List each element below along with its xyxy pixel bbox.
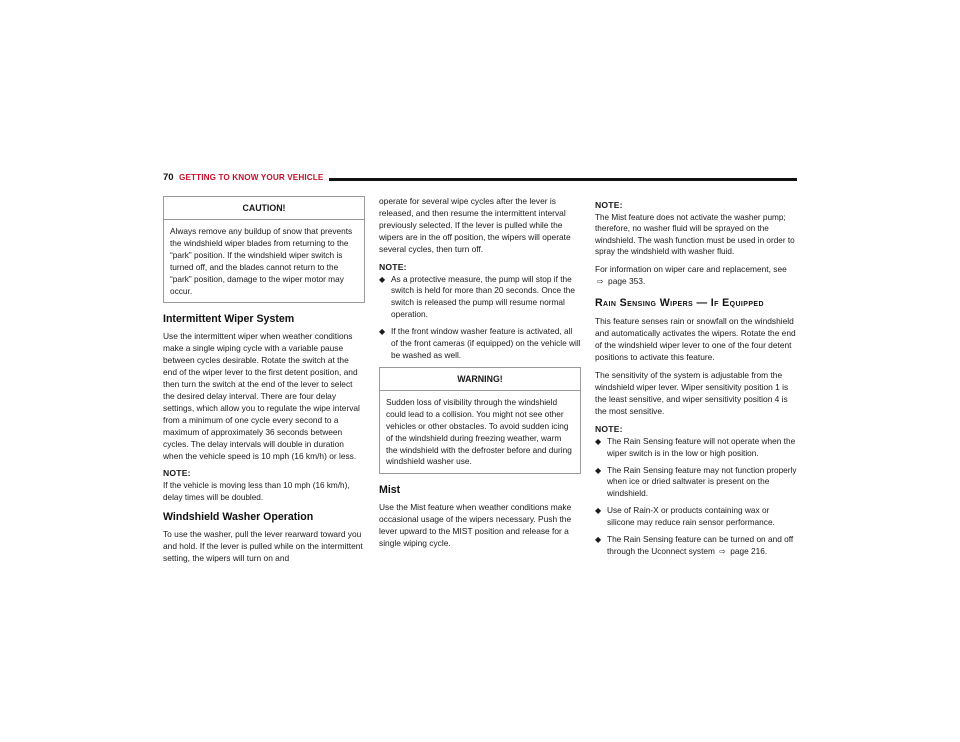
note-bullet-list [379,274,581,362]
list-item-text: The Rain Sensing feature will not operate when the wiper switch is in the low or high position. [607,435,796,458]
note-label: NOTE: [163,468,191,479]
list-item-text: If the front window washer feature is activated, all of the front cameras (if equipped) on the vehicle will be washed as well. [391,326,581,360]
rain-sensing-text-2: The sensitivity of the system is adjustable from the windshield wiper lever. Wiper sensitivity position 1 is the least sensitive, and wiper sensitivity position 4 is the most sensitive. [595,370,789,416]
reference-text: For information on wiper care and replacement, see [595,263,787,274]
rain-sensing-text-1: This feature senses rain or snowfall on the windshield and automatically activates the wipers. Rotate the end of the windshield wiper lever to one of the four detent positions to activate this feature. [595,316,796,363]
wiper-care-reference [595,264,797,288]
page-header [163,172,797,186]
page-reference-link[interactable]: page 353. [608,275,646,286]
page-reference-link[interactable]: page 216. [730,545,768,556]
header-rule [329,178,797,181]
list-item-text: As a protective measure, the pump will stop if the switch is held for more than 20 seconds. Once the switch is released the pump will resume normal operation. [391,273,576,320]
warning-box [379,367,581,474]
list-item [595,436,797,460]
column-3 [595,196,797,563]
washer-continued-text: operate for several wipe cycles after the lever is released, and then resume the intermittent interval previously selected. If the lever is pulled while the wipers are in the off position, the wipers will operate several cycles, then turn off. [379,196,571,254]
column-1 [163,196,365,571]
note-text: If the vehicle is moving less than 10 mph (16 km/h), delay times will be doubled. [163,481,350,502]
diamond-bullet-icon: ◆ [595,535,602,545]
list-item [379,274,581,322]
caution-body: Always remove any buildup of snow that prevents the windshield wiper blades from returning to the “park” position. If the windshield wiper switch is turned off, and the blades cannot return to the “park” position, damage to the wiper motor may occur. [170,226,353,296]
mist-heading: Mist [379,484,401,497]
section-title: GETTING TO KNOW YOUR VEHICLE [179,173,324,182]
mist-text: Use the Mist feature when weather conditions make occasional usage of the wipers necessary. Push the lever upward to the MIST position and release for a single wiping cycle. [379,502,572,549]
reference-arrow-icon: ⇨ [597,276,604,286]
washer-operation-text: To use the washer, pull the lever rearward toward you and hold. If the lever is pulled while on the intermittent setting, the wipers will turn on and [163,529,363,564]
column-2 [379,196,581,556]
warning-title: WARNING! [380,368,580,391]
note-label: NOTE: [379,261,407,272]
intermittent-wiper-text: Use the intermittent wiper when weather conditions make a single wiping cycle with a variable pause between cycles desirable. Rotate the switch at the end of the wiper lever to the first detent position, and then turn the switch at the end of the lever to select the desired delay interval. There are four delay settings, which allow you to regulate the wipe interval from a minimum of one cycle every second to a maximum of approximately 36 seconds between cycles. The delay intervals will double in duration when the vehicle speed is 10 mph (16 km/h) or less. [163,331,360,461]
list-item-text: The Rain Sensing feature can be turned on and off through the Uconnect system [607,534,794,556]
reference-arrow-icon: ⇨ [719,546,726,556]
list-item-text: The Rain Sensing feature may not function properly when ice or dried saltwater is present on the windshield. [607,464,797,499]
page-number: 70 [163,172,174,183]
rain-sensing-heading: Rain Sensing Wipers — If Equipped [595,297,764,310]
diamond-bullet-icon: ◆ [379,327,386,337]
list-item [595,505,797,529]
note-label: NOTE: [595,423,623,434]
note-text: The Mist feature does not activate the washer pump; therefore, no washer fluid will be sprayed on the windshield. The wash function must be used in order to spray the windshield with washer fluid. [595,213,795,257]
list-item [595,534,797,558]
list-item [379,326,581,362]
diamond-bullet-icon: ◆ [595,506,602,516]
diamond-bullet-icon: ◆ [595,436,602,446]
list-item [595,465,797,501]
washer-operation-heading: Windshield Washer Operation [163,511,314,524]
diamond-bullet-icon: ◆ [379,274,386,284]
diamond-bullet-icon: ◆ [595,465,602,475]
rain-note-bullet-list [595,436,797,558]
caution-box [163,196,365,303]
note-label: NOTE: [595,200,623,210]
list-item-text: Use of Rain-X or products containing wax or silicone may reduce rain sensor performance. [607,505,775,528]
intermittent-wiper-heading: Intermittent Wiper System [163,313,295,326]
caution-title: CAUTION! [164,197,364,220]
warning-body: Sudden loss of visibility through the windshield could lead to a collision. You might not see other vehicles or other obstacles. To avoid sudden icing of the windshield during freezing weather, warm the windshield with the defroster before and during windshield washer use. [386,396,572,467]
